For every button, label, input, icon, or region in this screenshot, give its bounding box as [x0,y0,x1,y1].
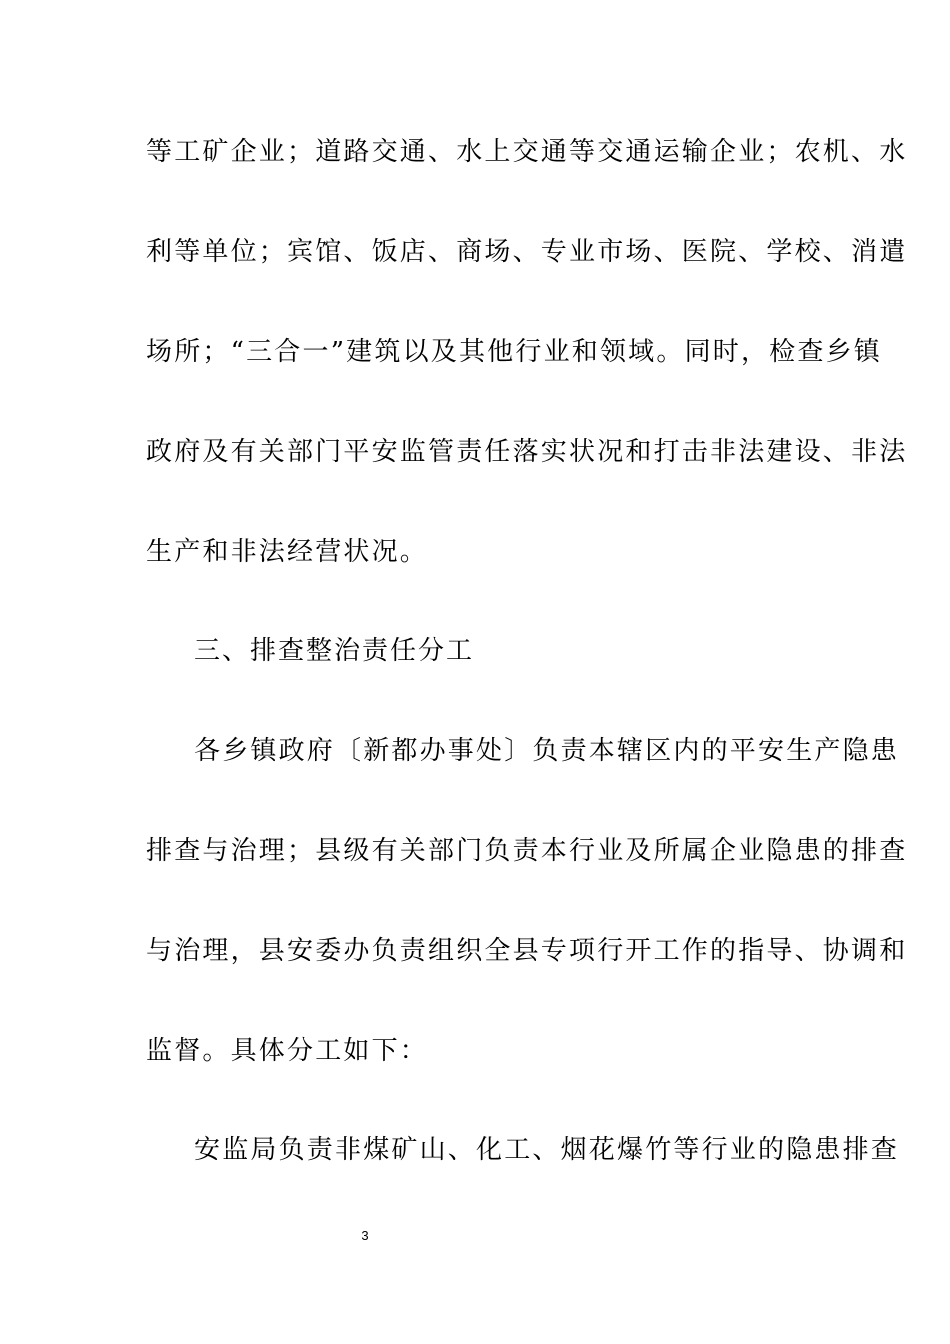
body-text-line-1: 等工矿企业；道路交通、水上交通等交通运输企业；农机、水 [146,137,908,167]
body-text-line-8: 排查与治理；县级有关部门负责本行业及所属企业隐患的排查 [146,836,908,866]
body-text-line-9: 与治理，县安委办负责组织全县专项行开工作的指导、协调和 [146,936,908,966]
page-number: 3 [361,1228,369,1243]
body-text-line-11: 安监局负责非煤矿山、化工、烟花爆竹等行业的隐患排查 [194,1135,900,1165]
body-text-line-7: 各乡镇政府〔新都办事处〕负责本辖区内的平安生产隐患 [194,736,900,766]
body-text-line-5: 生产和非法经营状况。 [146,537,429,567]
body-text-line-3: 场所；“三合一”建筑以及其他行业和领域。同时，检查乡镇 [146,337,882,367]
body-text-line-2: 利等单位；宾馆、饭店、商场、专业市场、医院、学校、消遣 [146,237,908,267]
body-text-line-4: 政府及有关部门平安监管责任落实状况和打击非法建设、非法 [146,437,908,467]
section-heading: 三、排查整治责任分工 [194,636,475,666]
body-text-line-10: 监督。具体分工如下： [146,1036,429,1066]
